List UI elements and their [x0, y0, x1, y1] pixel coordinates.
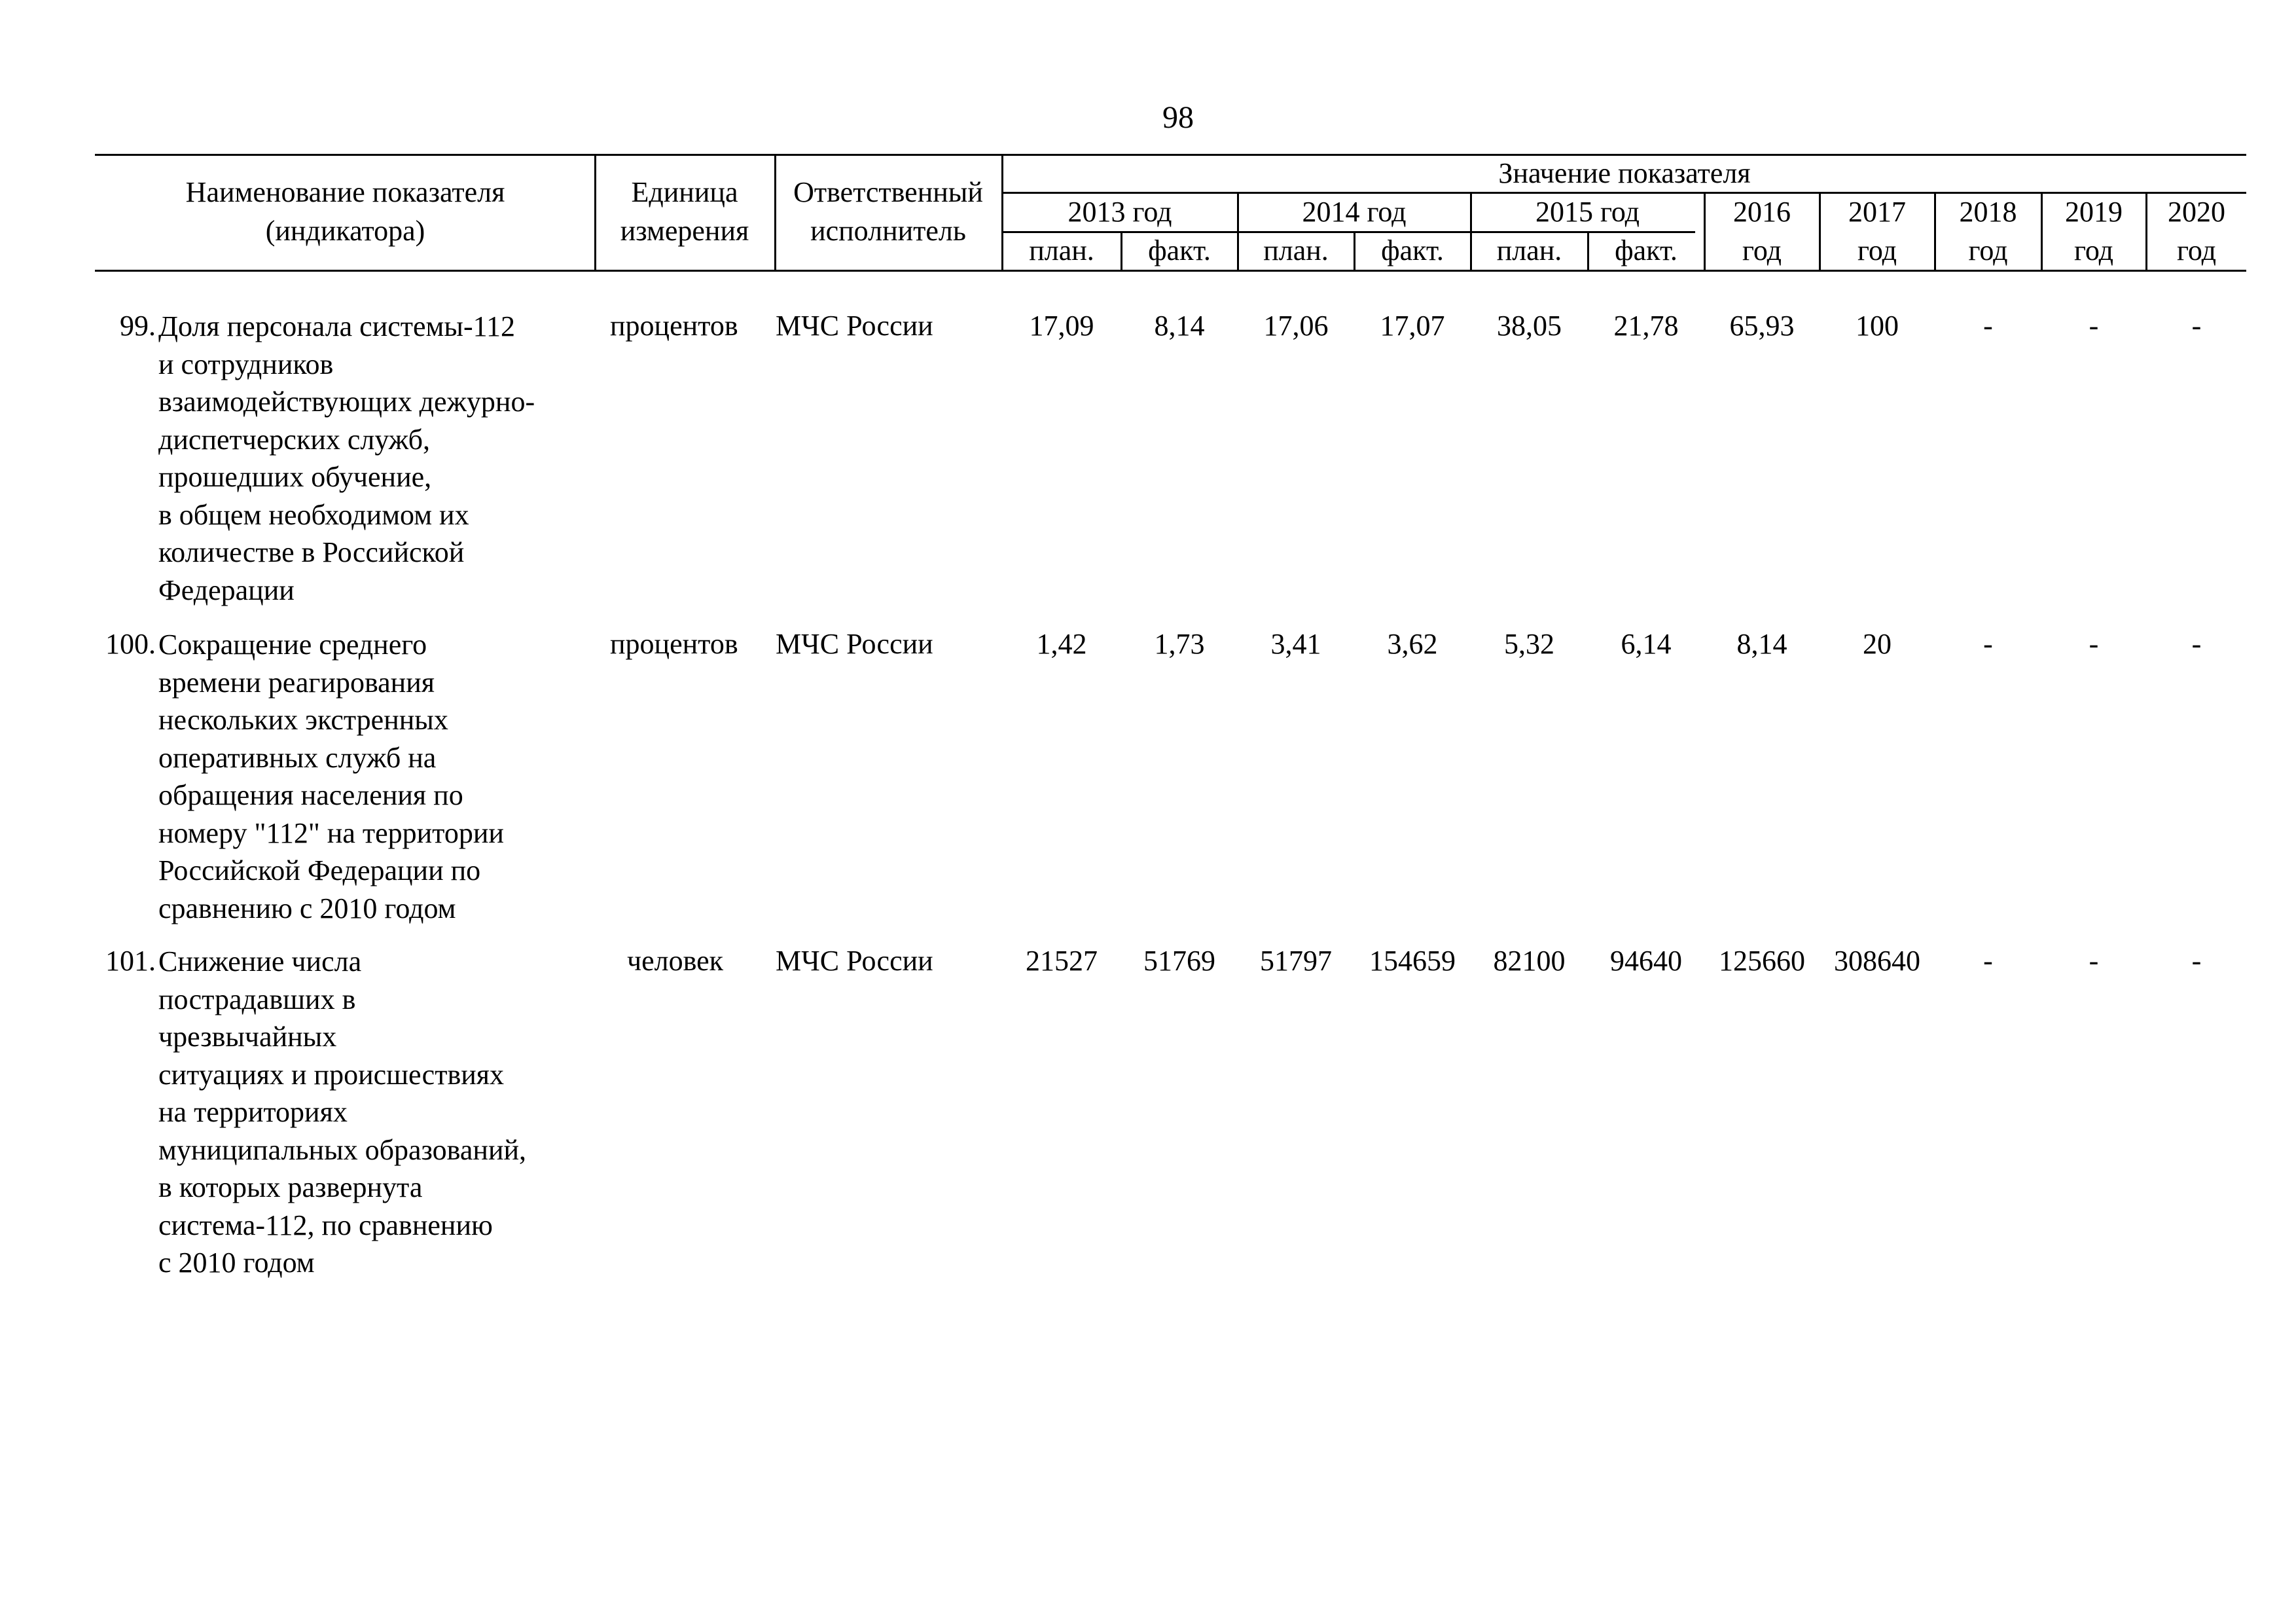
value-2014-plan: 17,06	[1263, 310, 1329, 342]
unit-of-measure: человек	[627, 945, 724, 977]
header-plan-2014: план.	[1263, 234, 1329, 266]
value-2014-fact: 154659	[1369, 945, 1456, 977]
row-number: 101.	[105, 945, 156, 977]
header-unit-line2: измерения	[620, 215, 749, 247]
header-year-2017: 2017	[1848, 196, 1906, 228]
value-2016: 125660	[1719, 945, 1805, 977]
header-exec-line2: исполнитель	[810, 215, 966, 247]
value-2013-fact: 8,14	[1154, 310, 1205, 342]
header-plan-2013: план.	[1029, 234, 1094, 266]
value-2013-plan: 21527	[1026, 945, 1098, 977]
header-year-2019: 2019	[2065, 196, 2123, 228]
executor: МЧС России	[776, 310, 933, 342]
value-2016: 8,14	[1736, 628, 1787, 660]
header-fact-2014: факт.	[1381, 234, 1444, 266]
value-2018: -	[1983, 628, 1993, 660]
header-year-2014: 2014 год	[1302, 196, 1407, 228]
indicator-name: Доля персонала системы-112 и сотрудников взаимодействующих дежурно- диспетчерских служб, прошедших обучение, в общем необходимом их количестве в Российской Федерации	[158, 310, 535, 606]
row-number: 99.	[120, 310, 156, 342]
value-2015-fact: 94640	[1610, 945, 1682, 977]
value-2013-fact: 51769	[1143, 945, 1215, 977]
header-god-2016: год	[1742, 234, 1782, 266]
value-2019: -	[2089, 628, 2099, 660]
value-2013-plan: 1,42	[1036, 628, 1087, 660]
header-fact-2013: факт.	[1148, 234, 1211, 266]
value-2020: -	[2191, 628, 2202, 660]
header-plan-2015: план.	[1496, 234, 1562, 266]
value-2013-fact: 1,73	[1154, 628, 1205, 660]
value-2017: 100	[1856, 310, 1899, 342]
col-divider-unit-exec	[774, 154, 776, 270]
header-name-line1: Наименование показателя	[185, 176, 505, 208]
value-2017: 20	[1863, 628, 1892, 660]
value-2019: -	[2089, 310, 2099, 342]
header-year-2020: 2020	[2168, 196, 2225, 228]
page-number: 98	[1162, 100, 1194, 135]
unit-of-measure: процентов	[610, 310, 738, 342]
value-2016: 65,93	[1729, 310, 1795, 342]
header-value-title: Значение показателя	[1498, 157, 1751, 189]
value-2014-plan: 3,41	[1270, 628, 1321, 660]
value-2015-plan: 82100	[1493, 945, 1566, 977]
header-unit-line1: Единица	[631, 176, 738, 208]
value-2014-fact: 3,62	[1387, 628, 1438, 660]
value-2020: -	[2191, 310, 2202, 342]
indicator-name: Сокращение среднего времени реагирования нескольких экстренных оперативных служб на обращения населения по номеру "112" на территории Российской Федерации по сравнению с 2010 годом	[158, 629, 504, 924]
value-2014-plan: 51797	[1260, 945, 1332, 977]
col-divider-name-unit	[594, 154, 596, 270]
value-2013-plan: 17,09	[1029, 310, 1094, 342]
unit-of-measure: процентов	[610, 628, 738, 660]
header-year-2018: 2018	[1959, 196, 2017, 228]
value-2014-fact: 17,07	[1380, 310, 1445, 342]
value-2019: -	[2089, 945, 2099, 977]
row-number: 100.	[105, 628, 156, 660]
value-2015-fact: 6,14	[1621, 628, 1672, 660]
indicator-name: Снижение числа пострадавших в чрезвычайных ситуациях и происшествиях на территориях муниципальных образований, в которых развернута система-112, по сравнению с 2010 годом	[158, 945, 527, 1279]
value-2020: -	[2191, 945, 2202, 977]
executor: МЧС России	[776, 628, 933, 660]
executor: МЧС России	[776, 945, 933, 977]
header-year-2016: 2016	[1733, 196, 1791, 228]
value-2015-plan: 5,32	[1504, 628, 1554, 660]
value-2018: -	[1983, 945, 1993, 977]
header-god-2017: год	[1857, 234, 1897, 266]
header-name-line2: (индикатора)	[265, 215, 425, 247]
header-god-2020: год	[2176, 234, 2217, 266]
header-god-2019: год	[2073, 234, 2114, 266]
value-2015-plan: 38,05	[1497, 310, 1562, 342]
header-year-2015: 2015 год	[1535, 196, 1640, 228]
header-year-2013: 2013 год	[1067, 196, 1172, 228]
header-god-2018: год	[1968, 234, 2008, 266]
value-2017: 308640	[1834, 945, 1920, 977]
value-2018: -	[1983, 310, 1993, 342]
header-exec-line1: Ответственный	[793, 176, 983, 208]
value-2015-fact: 21,78	[1613, 310, 1679, 342]
header-fact-2015: факт.	[1615, 234, 1677, 266]
header-bottom-rule	[95, 270, 2246, 272]
